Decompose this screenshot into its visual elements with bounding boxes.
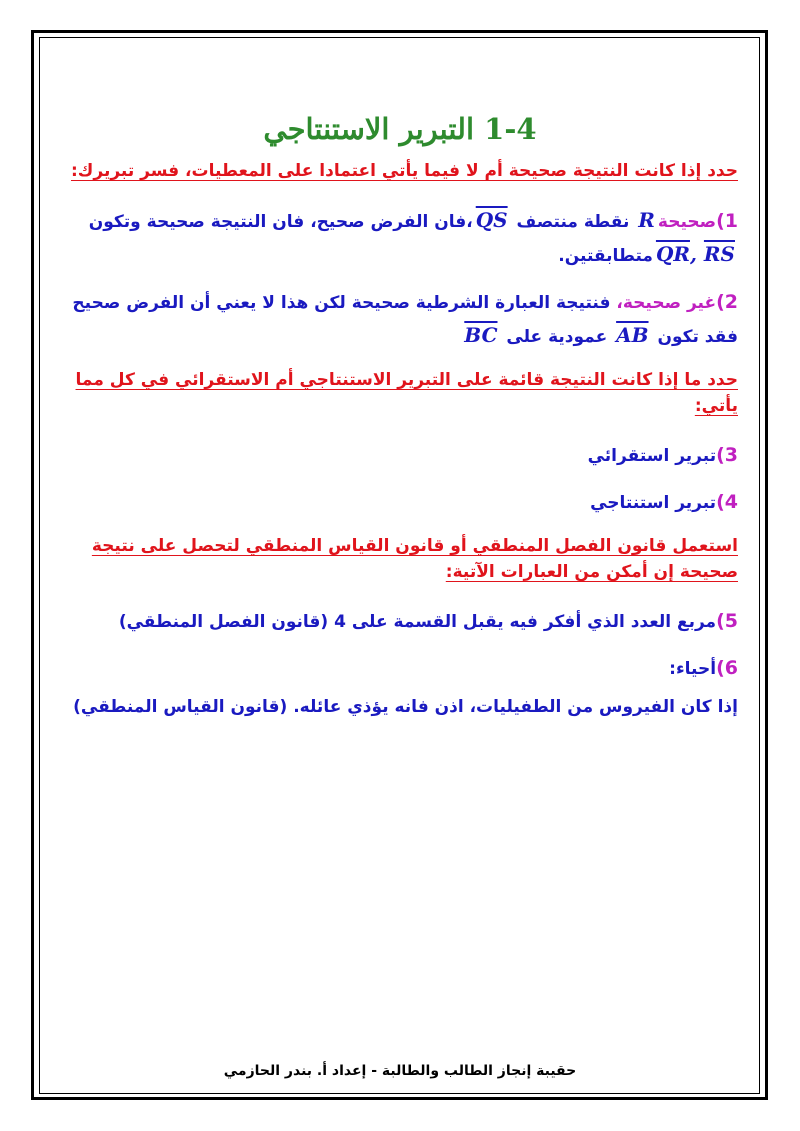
page-footer: حقيبة إنجاز الطالب والطالبة - إعداد أ. بندر الحازمي [223, 1063, 577, 1079]
question-5-number: 5) [716, 610, 738, 632]
question-4-text: تبرير استنتاجي [590, 493, 717, 513]
question-6-number: 6) [716, 657, 738, 679]
question-6 [62, 652, 738, 685]
math-segment-BC: $\overline{BC}$ [464, 323, 498, 347]
math-R: R [638, 208, 655, 232]
question-5-text: مربع العدد الذي أفكر فيه يقبل القسمة على 4 (قانون الفصل المنطقي) [118, 612, 717, 632]
math-segment-AB: $\overline{AB}$ [616, 323, 649, 347]
question-4-number: 4) [716, 491, 738, 513]
question-3-number: 3) [716, 444, 738, 466]
math-segment-QR: $\overline{QR}$ [655, 242, 690, 266]
question-1-text2: ،فان الفرض صحيح، فان النتيجة صحيحة وتكون [88, 212, 473, 232]
math-segments-QR-RS [653, 238, 738, 270]
question-3-text: تبرير استقرائي [587, 446, 717, 466]
worksheet-content [62, 112, 738, 737]
question-1-number: 1) [716, 210, 738, 232]
math-segment-RS: $\overline{RS}$ [703, 242, 735, 266]
question-1-text1: نقطة منتصف [516, 212, 630, 232]
math-comma: , [689, 242, 697, 266]
question-1-answer: صحيحة [657, 212, 717, 232]
question-1 [62, 204, 738, 272]
question-1-text3: متطابقتين. [558, 246, 653, 266]
lesson-number: 1-4 [484, 112, 537, 146]
question-5 [62, 605, 738, 638]
math-segment-QS: $\overline{QS}$ [475, 208, 508, 232]
lesson-title [62, 112, 738, 146]
question-2-text1: فنتيجة العبارة الشرطية صحيحة لكن هذا لا يعني أن الفرض صحيح [72, 293, 611, 313]
section2-instruction: حدد ما إذا كانت النتيجة قائمة على التبرير الاستنتاجي أم الاستقرائي في كل مما يأتي: [75, 370, 738, 416]
question-2-text2: فقد تكون [657, 327, 738, 347]
question-2-answer: غير صحيحة، [616, 293, 717, 313]
question-2-text3: عمودية على [506, 327, 608, 347]
question-3 [62, 439, 738, 472]
question-2-number: 2) [716, 291, 738, 313]
question-4 [62, 486, 738, 519]
question-6-text: أحياء: [669, 659, 717, 679]
question-6-answer: إذا كان الفيروس من الطفيليات، اذن فانه يؤذي عائله. (قانون القياس المنطقي) [73, 697, 738, 717]
section3-instruction: استعمل قانون الفصل المنطقي أو قانون القياس المنطقي لتحصل على نتيجة صحيحة إن أمكن من العبارات الآتية: [91, 536, 738, 582]
question-2 [62, 286, 738, 353]
lesson-title-text: التبرير الاستنتاجي [263, 112, 475, 146]
section1-instruction: حدد إذا كانت النتيجة صحيحة أم لا فيما يأتي اعتمادا على المعطيات، فسر تبريرك: [70, 161, 738, 181]
